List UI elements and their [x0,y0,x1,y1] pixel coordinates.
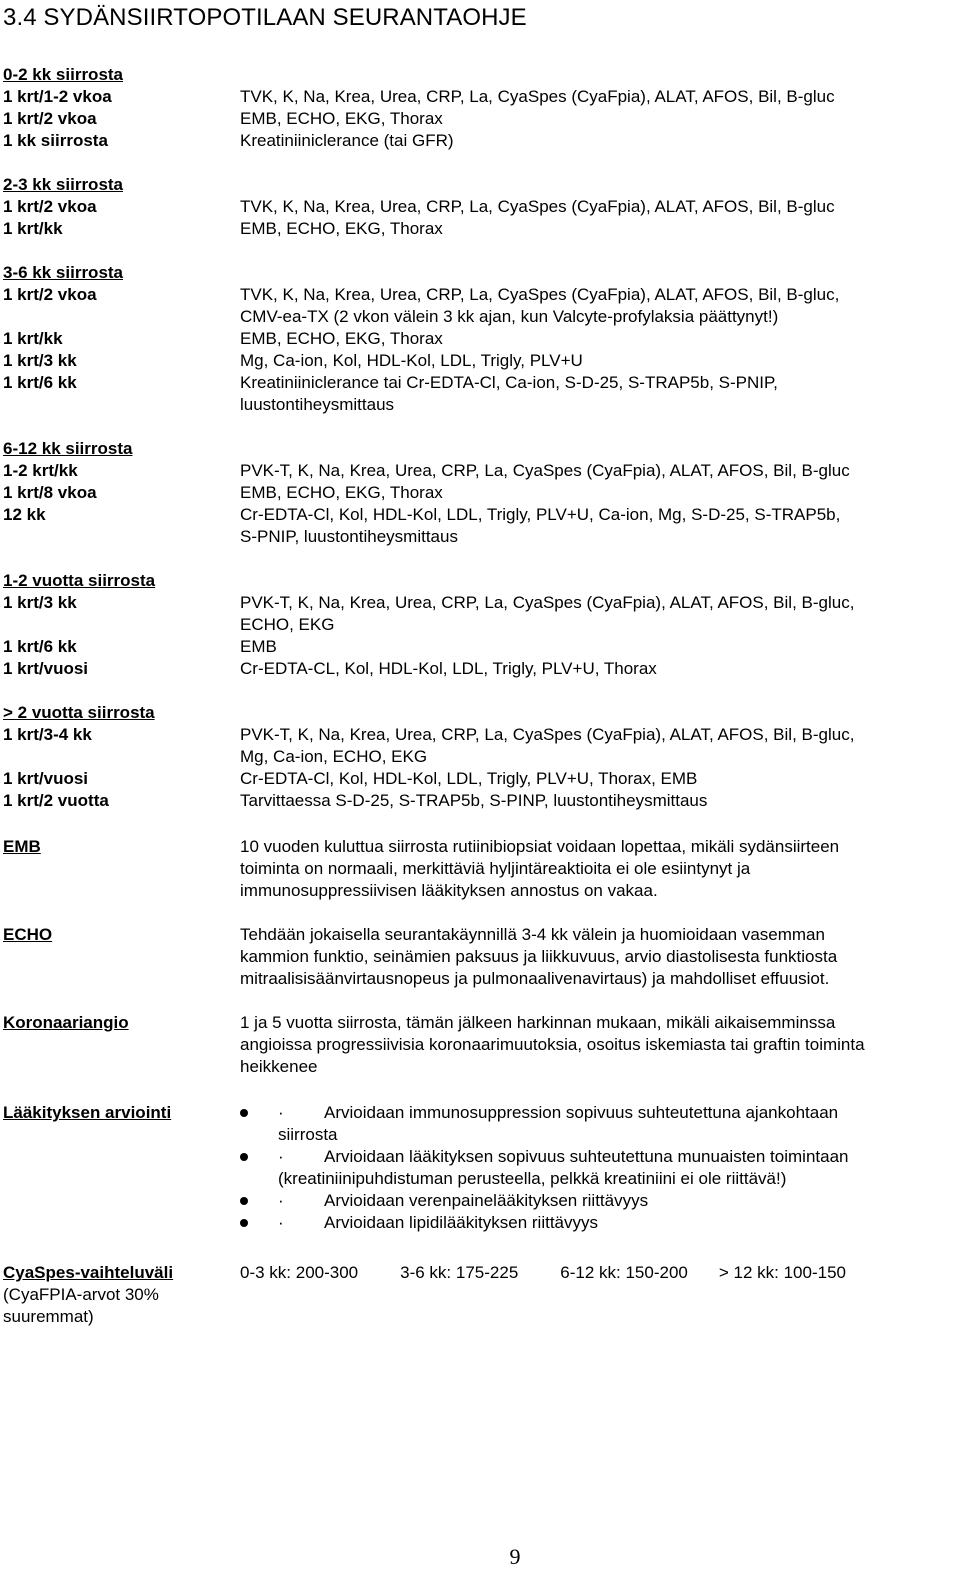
frequency-label: 1 krt/vuosi [3,659,89,678]
note-label: EMB [3,837,41,856]
frequency-label: 1 krt/2 vuotta [3,791,109,810]
frequency-label: 1 krt/3-4 kk [3,725,92,744]
test-list [240,372,956,416]
schedule-row [0,86,960,108]
schedule-row [0,328,960,350]
schedule-section [0,64,960,152]
schedule-row [0,372,960,416]
text-line: Mg, Ca-ion, Kol, HDL-Kol, LDL, Trigly, PLV+U [240,351,583,370]
note-row [0,924,960,990]
text-line: Kreatiniiniclerance (tai GFR) [240,131,454,150]
middle-dot-icon: · [278,1191,284,1210]
frequency-label: 1 krt/2 vkoa [3,197,97,216]
text-line: luustontiheysmittaus [240,395,395,414]
text-line: Tehdään jokaisella seurantakäynnillä 3-4 kk välein ja huomioidaan vasemman [240,925,825,944]
section-heading: 2-3 kk siirrosta [3,175,124,194]
text-line: PVK-T, K, Na, Krea, Urea, CRP, La, CyaSpes (CyaFpia), ALAT, AFOS, Bil, B-gluc, [240,725,855,744]
note-row [0,1012,960,1078]
bullet-icon [240,1109,248,1117]
note-section [0,836,960,902]
section-heading: 1-2 vuotta siirrosta [3,571,156,590]
text-line: EMB, ECHO, EKG, Thorax [240,483,443,502]
cyaspes-range: > 12 kk: 100-150 [718,1263,846,1282]
text-line: Cr-EDTA-Cl, Kol, HDL-Kol, LDL, Trigly, PLV+U, Thorax, EMB [240,769,698,788]
cyaspes-range: 6-12 kk: 150-200 [560,1263,688,1282]
frequency-label: 1 krt/6 kk [3,373,77,392]
medication-item [240,1212,960,1234]
cyaspes-sublabel: suuremmat) [3,1307,94,1326]
frequency-label: 1 krt/vuosi [3,769,89,788]
text-line: EMB, ECHO, EKG, Thorax [240,329,443,348]
middle-dot-icon: · [278,1103,284,1122]
note-row [0,836,960,902]
section-heading: 0-2 kk siirrosta [3,65,124,84]
schedule-row [0,108,960,130]
test-list [240,130,956,152]
bullet-icon [240,1153,248,1161]
middle-dot-icon: · [278,1213,284,1232]
text-line: EMB [240,637,277,656]
schedule-row [0,790,960,812]
text-line: heikkenee [240,1057,318,1076]
test-list [240,86,956,108]
schedule-row [0,130,960,152]
test-list [240,636,956,658]
text-line [278,1190,960,1212]
test-list [240,108,956,130]
text-line: S-PNIP, luustontiheysmittaus [240,527,458,546]
cyaspes-range: 0-3 kk: 200-300 [240,1263,359,1282]
frequency-label: 1 krt/3 kk [3,351,77,370]
cyaspes-section [0,1262,960,1326]
medication-item [240,1146,960,1190]
frequency-label: 1 krt/8 vkoa [3,483,97,502]
schedule-row [0,768,960,790]
note-text [240,1012,956,1078]
test-list [240,768,956,790]
item-text: Arvioidaan verenpainelääkityksen riittävyys [324,1191,649,1210]
note-label: ECHO [3,925,53,944]
schedule-section [0,262,960,416]
frequency-label: 1 krt/6 kk [3,637,77,656]
note-text [240,836,956,902]
test-list [240,504,956,548]
note-section [0,924,960,990]
item-text: (kreatiniinipuhdistuman perusteella, pelkkä kreatiniini ei ole riittävä!) [278,1169,787,1188]
schedule-row [0,636,960,658]
test-list [240,328,956,350]
text-line: immunosuppressiivisen lääkityksen annostus on vakaa. [240,881,658,900]
frequency-label: 1 krt/2 vkoa [3,285,97,304]
test-list [240,460,956,482]
schedule-row [0,724,960,768]
text-line [278,1146,960,1168]
schedule-row [0,460,960,482]
medication-label: Lääkityksen arviointi [3,1103,172,1122]
cyaspes-ranges [240,1262,960,1284]
frequency-label: 1 krt/3 kk [3,593,77,612]
schedule-row [0,658,960,680]
frequency-label: 1 krt/kk [3,219,63,238]
text-line: EMB, ECHO, EKG, Thorax [240,109,443,128]
schedule-row [0,350,960,372]
text-line [278,1102,960,1124]
page-number: 9 [509,1544,521,1569]
cyaspes-label-block [3,1262,235,1328]
frequency-label: 1 krt/kk [3,329,63,348]
text-line: Mg, Ca-ion, ECHO, EKG [240,747,428,766]
cyaspes-label: CyaSpes-vaihteluväli [3,1263,174,1282]
cyaspes-range: 3-6 kk: 175-225 [400,1263,519,1282]
bullet-icon [240,1219,248,1227]
item-text: Arvioidaan lääkityksen sopivuus suhteutettuna munuaisten toimintaan [324,1147,849,1166]
text-line [278,1212,960,1234]
test-list [240,284,956,328]
cyaspes-sublabel: (CyaFPIA-arvot 30% [3,1285,159,1304]
test-list [240,218,956,240]
schedule-section [0,438,960,548]
text-line: 10 vuoden kuluttua siirrosta rutiinibiopsiat voidaan lopettaa, mikäli sydänsiirteen [240,837,840,856]
text-line: TVK, K, Na, Krea, Urea, CRP, La, CyaSpes (CyaFpia), ALAT, AFOS, Bil, B-gluc [240,197,835,216]
medication-item [240,1190,960,1212]
frequency-label: 1 krt/2 vkoa [3,109,97,128]
schedule-row [0,592,960,636]
note-text [240,924,956,990]
section-heading: 6-12 kk siirrosta [3,439,133,458]
item-text: Arvioidaan lipidilääkityksen riittävyys [324,1213,599,1232]
note-label: Koronaariangio [3,1013,129,1032]
frequency-label: 1-2 krt/kk [3,461,78,480]
text-line [278,1168,960,1190]
schedule-row [0,482,960,504]
test-list [240,196,956,218]
text-line [278,1124,960,1146]
middle-dot-icon: · [278,1147,284,1166]
text-line: ECHO, EKG [240,615,335,634]
schedule-row [0,218,960,240]
text-line: TVK, K, Na, Krea, Urea, CRP, La, CyaSpes (CyaFpia), ALAT, AFOS, Bil, B-gluc, [240,285,840,304]
text-line: PVK-T, K, Na, Krea, Urea, CRP, La, CyaSpes (CyaFpia), ALAT, AFOS, Bil, B-gluc, [240,593,855,612]
item-text: Arvioidaan immunosuppression sopivuus suhteutettuna ajankohtaan [324,1103,839,1122]
schedule-section [0,702,960,812]
text-line: mitraalisisäänvirtausnopeus ja pulmonaalivenavirtaus) ja mahdolliset effuusiot. [240,969,830,988]
test-list [240,592,956,636]
text-line: CMV-ea-TX (2 vkon välein 3 kk ajan, kun Valcyte-profylaksia päättynyt!) [240,307,779,326]
test-list [240,658,956,680]
test-list [240,790,956,812]
text-line: kammion funktio, seinämien paksuus ja liikkuvuus, arvio diastolisesta funktiosta [240,947,838,966]
schedule-row [0,196,960,218]
text-line: Tarvittaessa S-D-25, S-TRAP5b, S-PINP, luustontiheysmittaus [240,791,708,810]
schedule-section [0,174,960,240]
medication-section [0,1102,960,1234]
text-line: Cr-EDTA-CL, Kol, HDL-Kol, LDL, Trigly, PLV+U, Thorax [240,659,657,678]
note-section [0,1012,960,1078]
medication-list [240,1102,960,1234]
text-line: Cr-EDTA-Cl, Kol, HDL-Kol, LDL, Trigly, PLV+U, Ca-ion, Mg, S-D-25, S-TRAP5b, [240,505,841,524]
frequency-label: 1 krt/1-2 vkoa [3,87,112,106]
test-list [240,350,956,372]
text-line: 1 ja 5 vuotta siirrosta, tämän jälkeen harkinnan mukaan, mikäli aikaisemminssa [240,1013,836,1032]
text-line: Kreatiniiniclerance tai Cr-EDTA-Cl, Ca-ion, S-D-25, S-TRAP5b, S-PNIP, [240,373,778,392]
text-line: toiminta on normaali, merkittäviä hyljintäreaktioita ei ole esiintynyt ja [240,859,751,878]
section-heading: 3-6 kk siirrosta [3,263,124,282]
schedule-section [0,570,960,680]
schedule-row [0,284,960,328]
test-list [240,482,956,504]
section-heading: > 2 vuotta siirrosta [3,703,155,722]
text-line: angioissa progressiivisia koronaarimuutoksia, osoitus iskemiasta tai graftin toiminta [240,1035,865,1054]
frequency-label: 12 kk [3,505,46,524]
text-line: EMB, ECHO, EKG, Thorax [240,219,443,238]
test-list [240,724,956,768]
medication-item [240,1102,960,1146]
schedule-row [0,504,960,548]
text-line: TVK, K, Na, Krea, Urea, CRP, La, CyaSpes (CyaFpia), ALAT, AFOS, Bil, B-gluc [240,87,835,106]
frequency-label: 1 kk siirrosta [3,131,108,150]
bullet-icon [240,1197,248,1205]
item-text: siirrosta [278,1125,338,1144]
text-line: PVK-T, K, Na, Krea, Urea, CRP, La, CyaSpes (CyaFpia), ALAT, AFOS, Bil, B-gluc [240,461,850,480]
document-title: 3.4 SYDÄNSIIRTOPOTILAAN SEURANTAOHJE [3,4,527,31]
